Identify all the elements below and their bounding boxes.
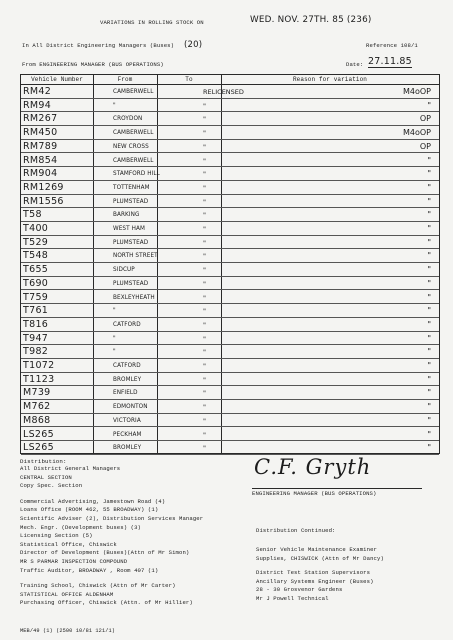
vehicle-number: RM267 — [23, 113, 58, 125]
reason-text: " — [203, 183, 206, 192]
distribution-item: Scientific Adviser (2), Distribution Services Manager — [20, 515, 204, 522]
reference-label: Reference 108/1 — [366, 42, 418, 49]
reason-code: " — [427, 237, 431, 247]
distribution-item: Licensing Section (5) — [20, 532, 93, 540]
distribution-continued-item: Senior Vehicle Maintenance Examiner — [256, 546, 377, 553]
reason-text: " — [203, 362, 206, 370]
distribution-continued-item: Ancillary Systems Engineer (Buses) — [256, 577, 374, 585]
reason-text: " — [203, 416, 206, 425]
from-garage: CATFORD — [113, 321, 141, 328]
reason-text: " — [203, 170, 206, 179]
reason-code: " — [427, 182, 431, 192]
reason-text: " — [203, 197, 206, 206]
table-row — [21, 277, 439, 291]
reason-cell — [203, 196, 433, 208]
table-row — [21, 304, 439, 318]
table-row — [21, 345, 439, 359]
table-row — [21, 414, 439, 428]
reason-code: " — [427, 224, 431, 233]
reason-code: " — [427, 155, 431, 165]
reason-code: " — [427, 402, 431, 412]
distribution-continued-title: Distribution Continued: — [256, 527, 336, 534]
from-garage: CATFORD — [113, 363, 141, 369]
from-garage: PLUMSTEAD — [113, 280, 149, 287]
reason-cell — [203, 292, 433, 304]
distribution-item: Copy Spec. Section — [20, 482, 83, 490]
signature-handwritten: C.F. Gryth — [254, 455, 372, 479]
from-garage: BARKING — [113, 212, 140, 219]
vehicle-number: T947 — [23, 332, 49, 344]
reason-cell — [203, 223, 433, 235]
vehicle-number: M762 — [23, 401, 51, 413]
distribution-item: Purchasing Officer, Chiswick (Attn. of Mr Hillier) — [20, 599, 193, 607]
distribution-item: MR S PARMAR INSPECTION COMPOUND — [20, 558, 128, 565]
from-garage: CROYDON — [113, 116, 143, 123]
to-handwritten-count: (20) — [184, 40, 203, 50]
reason-code: " — [427, 292, 431, 302]
from-garage: VICTORIA — [113, 417, 141, 424]
reason-code: " — [427, 374, 431, 384]
reason-code: " — [427, 319, 431, 329]
from-garage: CAMBERWELL — [113, 130, 154, 137]
reason-code: " — [427, 278, 431, 288]
vehicle-number: T982 — [23, 346, 49, 358]
table-row — [21, 140, 439, 154]
reason-cell — [203, 305, 433, 317]
from-garage: STAMFORD HILL — [113, 171, 160, 178]
vehicle-number: RM904 — [23, 168, 58, 180]
reason-cell — [203, 113, 433, 125]
reason-cell — [203, 250, 433, 262]
reason-text: " — [203, 348, 206, 357]
vehicle-number: LS265 — [23, 442, 54, 454]
reason-text: " — [203, 279, 206, 288]
reason-text: " — [203, 252, 206, 261]
vehicle-number: T400 — [23, 223, 49, 234]
from-garage: PLUMSTEAD — [113, 198, 149, 205]
reason-cell — [203, 360, 433, 372]
reason-cell — [203, 387, 433, 399]
distribution-item: Mech. Engr. (Development buses) (3) — [20, 523, 141, 531]
table-row — [21, 167, 439, 181]
reason-code: OP — [419, 114, 431, 124]
reason-cell — [203, 278, 433, 290]
reason-cell — [203, 442, 433, 454]
from-garage: WEST HAM — [113, 226, 145, 232]
col-header-to: To — [185, 76, 193, 83]
table-row — [21, 291, 439, 305]
vehicle-number: T1123 — [23, 373, 55, 385]
reason-code: M4oOP — [402, 87, 431, 96]
reason-cell — [203, 155, 433, 167]
from-garage: BROMLEY — [113, 376, 142, 383]
from-garage: CAMBERWELL — [113, 157, 154, 164]
signature-caption: ENGINEERING MANAGER (BUS OPERATIONS) — [252, 488, 422, 497]
reason-text: " — [203, 334, 206, 343]
table-row — [21, 181, 439, 195]
reason-cell — [203, 168, 433, 180]
reason-code: " — [427, 361, 431, 370]
table-row — [21, 236, 439, 250]
reason-cell — [203, 237, 433, 249]
from-garage: SIDCUP — [113, 267, 135, 274]
title-prefix: VARIATIONS IN ROLLING STOCK ON — [100, 19, 204, 26]
reason-text: " — [203, 238, 206, 247]
reason-cell — [203, 127, 433, 139]
vehicle-number: T690 — [23, 277, 49, 289]
reason-text: " — [203, 293, 206, 302]
table-row — [21, 318, 439, 332]
reason-text: " — [203, 389, 206, 398]
from-garage: ENFIELD — [113, 390, 138, 397]
reason-cell — [203, 401, 433, 413]
reason-text: " — [203, 266, 206, 275]
vehicle-number: RM94 — [23, 99, 52, 111]
reason-code: " — [427, 333, 431, 343]
reason-cell — [203, 264, 433, 276]
distribution-item: CENTRAL SECTION — [20, 473, 72, 481]
reason-code: " — [427, 388, 431, 398]
distribution-item: Loans Office (ROOM 462, 55 BROADWAY) (1) — [20, 506, 159, 514]
vehicle-number: RM854 — [23, 154, 58, 166]
distribution-item: Traffic Auditor, BROADWAY , Room 407 (1) — [20, 566, 159, 574]
table-row — [21, 400, 439, 414]
vehicle-number: M868 — [23, 414, 51, 426]
reason-cell — [203, 141, 433, 153]
reason-code: " — [427, 251, 431, 261]
vehicle-number: T759 — [23, 291, 49, 303]
reason-cell — [203, 415, 433, 427]
table-row — [21, 249, 439, 263]
reason-text: " — [203, 375, 206, 384]
reason-code: " — [427, 347, 431, 357]
reason-code: " — [427, 196, 431, 206]
table-row — [21, 373, 439, 387]
from-garage: BROMLEY — [113, 445, 142, 452]
title-handwritten-date: WED. NOV. 27TH. 85 (236) — [250, 15, 372, 25]
table-row — [21, 441, 439, 455]
distribution-item: Training School, Chiswick (Attn of Mr Carter) — [20, 582, 176, 590]
table-row — [21, 195, 439, 209]
distribution-item: Commercial Advertising, Jamestown Road (4) — [20, 497, 166, 505]
table-row — [21, 126, 439, 140]
date-value: 27.11.85 — [368, 56, 412, 67]
table-row — [21, 208, 439, 222]
reason-cell — [203, 100, 433, 112]
date-label: Date: — [346, 61, 364, 68]
reason-cell — [203, 346, 433, 358]
reason-text: " — [203, 403, 206, 412]
table-row — [21, 332, 439, 346]
table-row — [21, 428, 439, 442]
vehicle-number: RM1269 — [23, 181, 64, 193]
vehicle-number: RM789 — [23, 140, 58, 152]
col-header-from: From — [117, 76, 133, 83]
table-row — [21, 359, 439, 373]
reason-text: " — [203, 320, 206, 329]
reason-text: " — [203, 142, 206, 151]
from-garage: TOTTENHAM — [113, 184, 150, 191]
reason-code: OP — [419, 141, 431, 151]
reason-text: " — [203, 101, 206, 110]
vehicle-number: T58 — [23, 209, 42, 221]
distribution-item: All District General Managers — [20, 465, 121, 472]
vehicle-number: T761 — [23, 305, 49, 317]
distribution-item: Director of Development (Buses)(Attn of Mr Simon) — [20, 549, 190, 557]
table-row — [21, 222, 439, 236]
reason-text: " — [203, 115, 206, 124]
reason-cell — [203, 182, 433, 194]
table-row — [21, 85, 439, 99]
from-line: From ENGINEERING MANAGER (BUS OPERATIONS) — [22, 61, 164, 68]
from-garage: BEXLEYHEATH — [113, 294, 155, 301]
from-garage: PLUMSTEAD — [113, 239, 149, 246]
reason-code: " — [427, 443, 431, 453]
to-line: In All District Engineering Managers (Buses) — [22, 42, 175, 49]
from-garage: " — [113, 349, 116, 356]
reason-text: " — [203, 156, 206, 165]
reason-cell — [203, 319, 433, 331]
reason-cell — [203, 429, 433, 441]
distribution-continued-item: District Test Station Supervisors — [256, 569, 371, 577]
vehicle-number: RM42 — [23, 86, 52, 97]
reason-cell — [203, 374, 433, 386]
reason-text: " — [203, 307, 206, 316]
vehicle-number: T1072 — [23, 360, 55, 371]
reason-cell — [203, 86, 433, 98]
vehicle-number: M739 — [23, 387, 51, 399]
reason-cell — [203, 209, 433, 221]
vehicle-number: RM450 — [23, 127, 58, 139]
form-code: MEB/49 (1) (2500 10/81 121/1) — [20, 628, 116, 634]
reason-code: " — [427, 415, 431, 425]
vehicle-number: T816 — [23, 318, 49, 330]
col-header-reason: Reason for variation — [292, 76, 367, 83]
table-row — [21, 263, 439, 277]
reason-code: " — [427, 306, 431, 316]
reason-code: " — [427, 169, 431, 179]
distribution-continued-item: Supplies, CHISWICK (Attn of Mr Dancy) — [256, 554, 384, 562]
table-row — [21, 386, 439, 400]
reason-text: " — [203, 225, 206, 233]
reason-code: " — [427, 100, 431, 110]
from-garage: NEW CROSS — [113, 143, 149, 150]
reason-code: " — [427, 210, 431, 220]
from-garage: " — [113, 308, 116, 315]
distribution-item: STATISTICAL OFFICE ALDENHAM — [20, 590, 114, 598]
distribution-continued-item: 28 - 30 Grosvenor Gardens — [256, 586, 343, 594]
col-header-vehicle: Vehicle Number — [31, 76, 83, 83]
vehicle-number: T655 — [23, 264, 49, 276]
reason-text: " — [203, 430, 206, 439]
reason-code: M4oOP — [402, 128, 431, 138]
from-garage: CAMBERWELL — [113, 89, 154, 95]
variations-table — [20, 74, 440, 454]
reason-text: " — [203, 444, 206, 453]
distribution-title: Distribution: — [20, 458, 67, 465]
from-garage: EDMONTON — [113, 404, 148, 411]
from-garage: " — [113, 335, 116, 342]
reason-code: " — [427, 265, 431, 275]
distribution-continued-item: Mr J Powell Technical — [256, 595, 329, 602]
vehicle-number: T548 — [23, 250, 49, 262]
vehicle-number: LS265 — [23, 428, 54, 440]
reason-text: " — [203, 129, 206, 138]
from-garage: PECKHAM — [113, 431, 142, 438]
reason-code: " — [427, 429, 431, 439]
distribution-item: Statistical Office, Chiswick — [20, 540, 117, 548]
table-row — [21, 99, 439, 113]
vehicle-number: T529 — [23, 236, 49, 248]
from-garage: NORTH STREET — [113, 253, 158, 260]
reason-cell — [203, 333, 433, 345]
reason-text: " — [203, 211, 206, 220]
vehicle-number: RM1556 — [23, 195, 64, 207]
table-row — [21, 154, 439, 168]
from-garage: " — [113, 102, 116, 109]
reason-text: RELICENSED — [203, 88, 244, 96]
table-row — [21, 112, 439, 126]
